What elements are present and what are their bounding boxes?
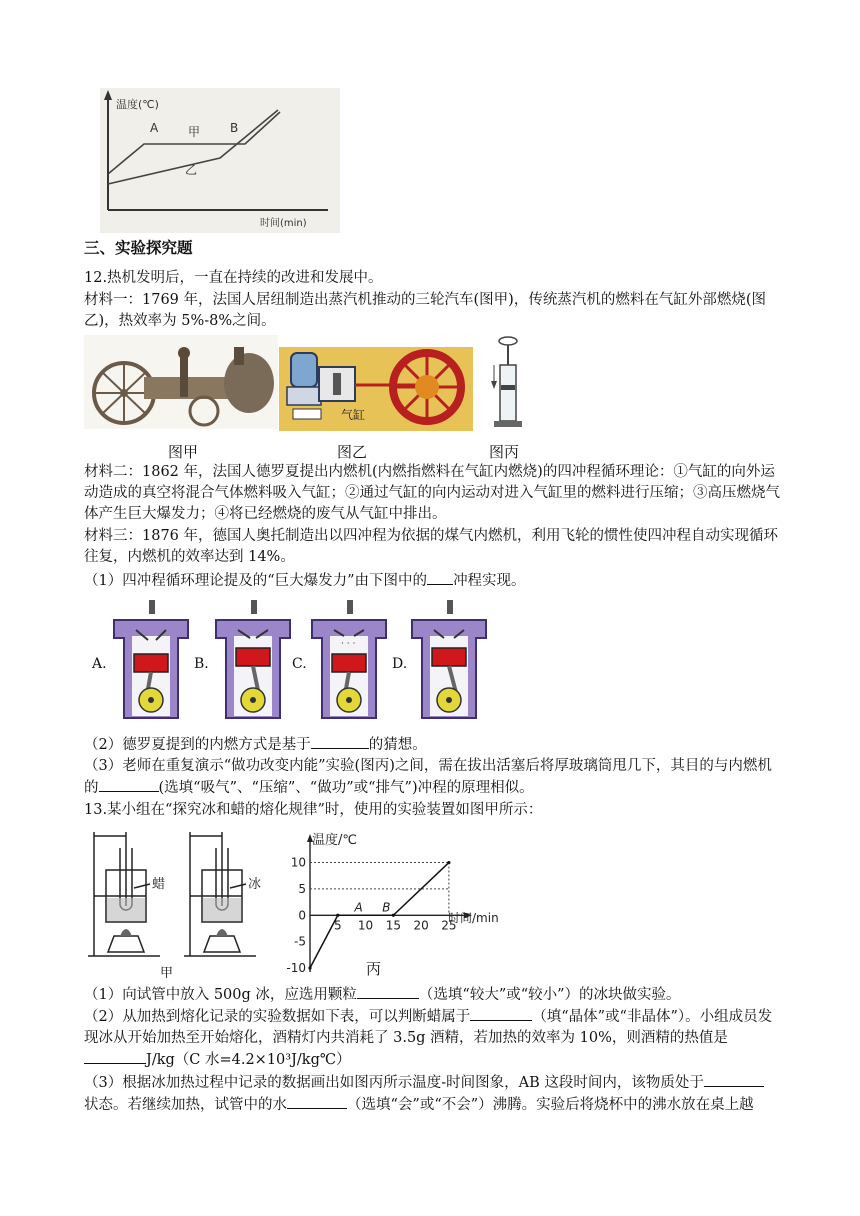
compression-syringe-figure [490,335,526,431]
q12-sub2-post: 的猜想。 [368,737,427,753]
q13-sub1-post: （选填“较大”或“较小”）的冰块做实验。 [418,987,681,1003]
q13-sub3 [84,1072,784,1116]
answer-blank[interactable] [357,984,419,999]
cylinder-label: 气缸 [341,408,366,422]
caption-fig-bing: 图丙 [489,443,520,461]
q12-sub1 [84,570,784,592]
q12-sub1-pre: （1）四冲程循环理论提及的“巨大爆发力”由下图中的 [84,573,428,589]
q13-sub2 [84,1006,784,1071]
q12-material1: 材料一：1769 年，法国人居纽制造出蒸汽机推动的三轮汽车(图甲)，传统蒸汽机的燃料在气缸外部燃烧(图乙)，热效率为 5%-8%之间。 [84,292,766,329]
q12-sub3-pre: （3）老师在重复演示“做功改变内能”实验(图丙)之间，需在拔出活塞后将厚玻璃筒甩几下，其目的与内燃机的 [84,758,772,796]
q13-sub3-post: （选填“会”或“不会”）沸腾。实验后将烧杯中的沸水放在桌上越 [347,1097,754,1113]
engine-stroke-d [406,600,492,728]
q12-sub3 [84,756,784,799]
melting-curve-figure [100,88,340,233]
chart-xtick-label: 5 [333,918,342,933]
option-c-label: C. [292,656,307,672]
answer-blank[interactable] [84,1049,146,1064]
chart-xtick-label: 15 [385,918,401,933]
chart-ytick-label: 5 [298,881,306,896]
chart-point [336,914,339,917]
chart-point [392,914,395,917]
caption-fig-yi: 图乙 [337,443,368,461]
engine-stroke-b [210,600,296,728]
q13-sub2-mid: （填“晶体”或“非晶体”）。小组成员发现冰从开始加热至开始熔化，酒精灯内共消耗了 3.5g 酒精，若加热的效率为 10%，则酒精的热值是 [84,1009,773,1046]
graph-label-jia: 甲 [188,125,201,139]
graph-label-b: B [230,121,239,135]
chart-annotation: A [354,900,363,915]
chart-xtick-label: 25 [441,918,457,933]
chart-xlabel: 时间/min [448,911,499,925]
q13-sub2-pre: （2）从加热到熔化记录的实验数据如下表，可以判断蜡属于 [84,1009,471,1025]
engine-stroke-a [108,600,194,728]
q13-sub1 [84,984,784,1006]
q12-sub1-post: 冲程实现。 [453,573,526,589]
engine-stroke-c [306,600,392,728]
chart-ylabel: 温度/℃ [312,833,357,848]
caption-q13-jia: 甲 [160,966,174,981]
answer-blank[interactable] [311,734,369,749]
q12-stem: 12.热机发明后，一直在持续的改进和发展中。 [84,270,383,286]
answer-blank[interactable] [470,1006,532,1021]
q12-material2: 材料二：1862 年，法国人德罗夏提出内燃机(内燃指燃料在气缸内燃烧)的四冲程循环理论：①气缸的向外运动造成的真空将混合气体燃料吸入气缸；②通过气缸的向内运动对进入气缸里的燃料进行压缩；③高压燃烧气体产生巨大爆发力；④将已经燃烧的废气从气缸中排出。 [84,464,780,522]
label-ice: 冰 [248,877,262,892]
chart-annotation: B [382,900,391,915]
option-b-label: B. [194,656,209,672]
q13-sub1-pre: （1）向试管中放入 500g 冰，应选用颗粒 [84,987,357,1003]
steam-engine-diagram [279,347,473,431]
option-d-label: D. [392,656,408,672]
q13-sub3-mid: 状态。若继续加热，试管中的水 [84,1097,287,1113]
answer-blank[interactable] [99,777,159,792]
graph-xlabel: 时间(min) [260,218,307,229]
chart-ytick-label: -5 [294,934,306,949]
answer-blank[interactable] [287,1094,347,1109]
q13-sub2-post: J/kg（C 水=4.2×10³J/kg℃） [146,1052,351,1068]
section-title: 三、实验探究题 [84,239,193,257]
chart-ytick-label: -10 [286,961,306,975]
caption-q13-bing: 丙 [366,960,382,978]
chart-xtick-label: 10 [357,918,374,933]
answer-blank[interactable] [427,570,453,585]
chart-xtick-label: 20 [413,918,429,933]
q12-sub3-post: (选填“吸气”、“压缩”、“做功”或“排气”)冲程的原理相似。 [158,780,534,796]
label-wax: 蜡 [152,877,166,892]
heating-apparatus-figure [84,826,280,970]
svg-text:· · ·: · · · [341,639,356,649]
q13-stem: 13.某小组在“探究冰和蜡的熔化规律”时，使用的实验装置如图甲所示： [84,802,543,818]
graph-label-yi: 乙 [185,163,198,177]
temperature-time-chart [280,830,510,980]
steam-car-figure [84,335,278,429]
q12-sub2-pre: （2）德罗夏提到的内燃方式是基于 [84,737,311,753]
q12-sub2 [84,734,784,756]
chart-point [308,966,311,969]
chart-ytick-label: 0 [298,908,306,923]
answer-blank[interactable] [704,1072,764,1087]
q12-material3: 材料三：1876 年，德国人奥托制造出以四冲程为依据的煤气内燃机，利用飞轮的惯性使四冲程自动实现循环往复，内燃机的效率达到 14%。 [84,528,779,565]
chart-ytick-label: 10 [290,855,306,870]
graph-ylabel: 温度(℃) [116,98,159,111]
q13-sub3-pre: （3）根据冰加热过程中记录的数据画出如图丙所示温度-时间图象，AB 这段时间内，该物质处于 [84,1075,704,1091]
option-a-label: A. [92,656,107,672]
graph-label-a: A [150,121,159,135]
caption-fig-jia: 图甲 [168,443,199,461]
chart-point [447,861,450,864]
